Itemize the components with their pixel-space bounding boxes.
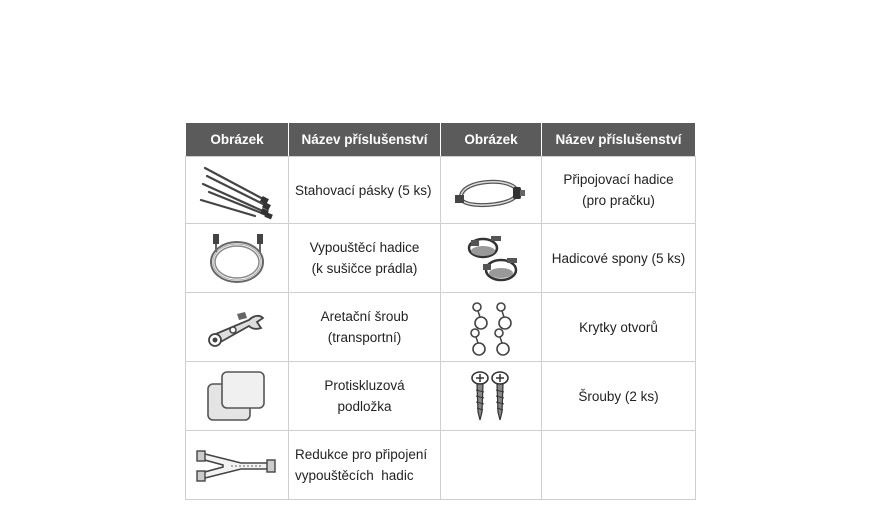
hose-clamps-icon <box>455 228 527 288</box>
table-row <box>186 224 696 293</box>
table-row <box>186 293 696 362</box>
drain-hose-coil-icon <box>199 230 275 286</box>
header-row <box>186 123 696 157</box>
connection-hose-icon <box>451 165 531 215</box>
hole-caps-icon <box>463 297 519 357</box>
accessory-name: Stahovací pásky (5 ks) <box>289 157 441 224</box>
image-cell <box>186 293 289 362</box>
accessories-table <box>185 122 696 500</box>
image-cell <box>186 157 289 224</box>
accessory-name-empty <box>542 431 696 500</box>
image-cell <box>441 293 542 362</box>
accessory-name: Aretační šroub (transportní) <box>289 293 441 362</box>
header-image-left: Obrázek <box>186 123 289 157</box>
accessory-name: Vypouštěcí hadice (k sušičce prádla) <box>289 224 441 293</box>
accessory-name: Redukce pro připojení vypouštěcích hadic <box>289 431 441 500</box>
locking-screw-icon <box>197 302 277 352</box>
header-name-right: Název příslušenství <box>542 123 696 157</box>
image-cell <box>441 157 542 224</box>
image-cell <box>441 224 542 293</box>
table-row <box>186 362 696 431</box>
header-name-left: Název příslušenství <box>289 123 441 157</box>
image-cell <box>441 362 542 431</box>
accessory-name: Protiskluzová podložka <box>289 362 441 431</box>
anti-slip-pads-icon <box>202 368 272 424</box>
y-adapter-icon <box>195 445 279 485</box>
accessory-name: Šrouby (2 ks) <box>542 362 696 431</box>
image-cell <box>186 224 289 293</box>
table-row <box>186 157 696 224</box>
cable-ties-icon <box>195 160 279 220</box>
image-cell <box>186 431 289 500</box>
accessory-name: Připojovací hadice (pro pračku) <box>542 157 696 224</box>
table-row <box>186 431 696 500</box>
image-cell <box>186 362 289 431</box>
accessory-name: Krytky otvorů <box>542 293 696 362</box>
header-image-right: Obrázek <box>441 123 542 157</box>
image-cell-empty <box>441 431 542 500</box>
screws-icon <box>466 368 516 424</box>
accessory-name: Hadicové spony (5 ks) <box>542 224 696 293</box>
